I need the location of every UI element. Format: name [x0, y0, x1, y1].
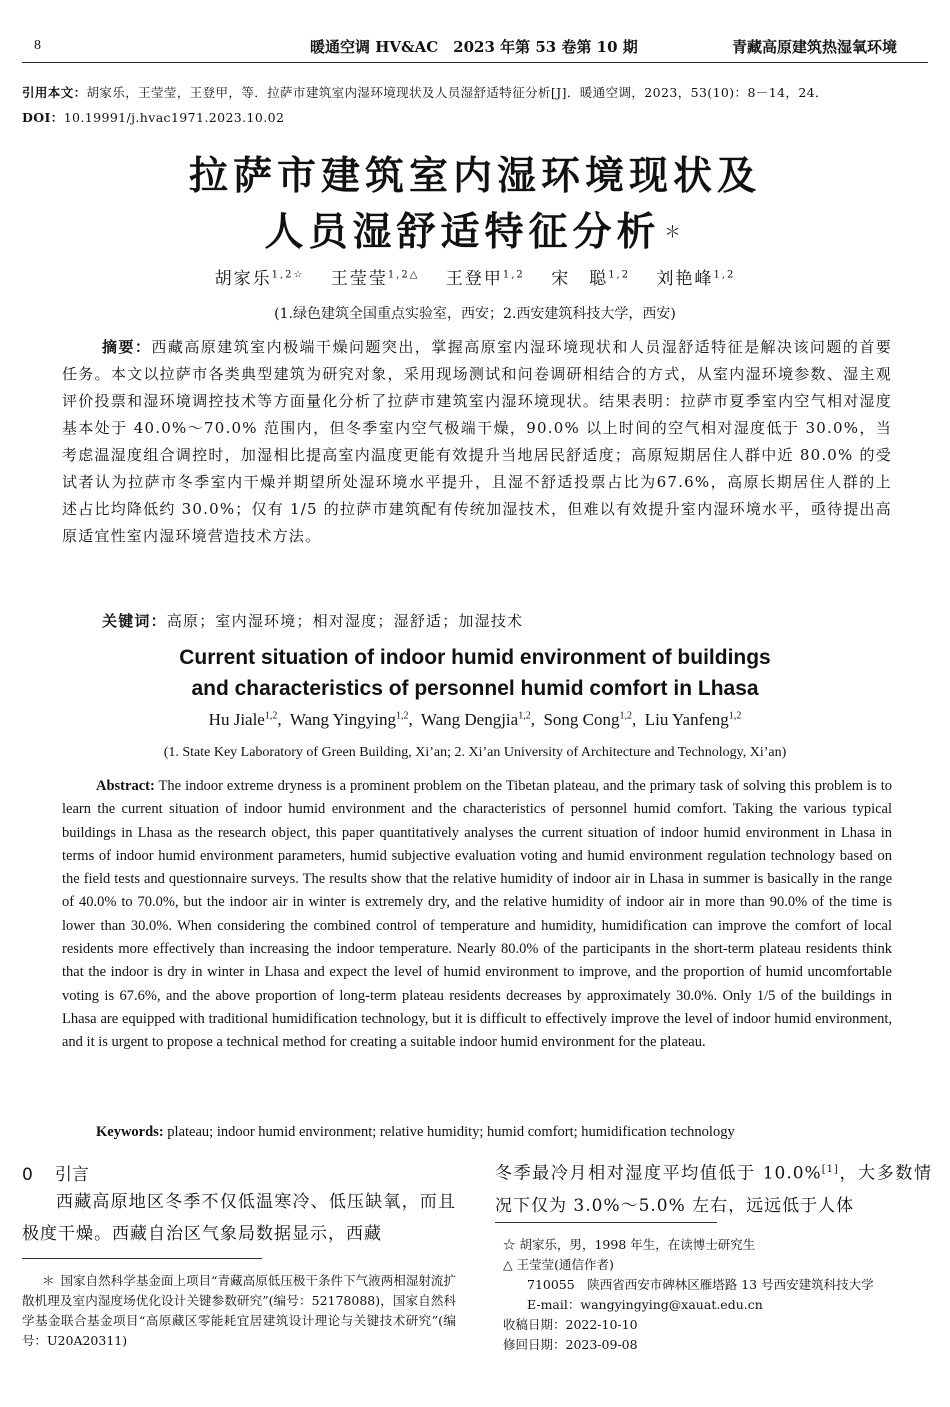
author-cn-sup: 1,2: [713, 269, 736, 281]
affiliation-cn: (1.绿色建筑全国重点实验室，西安；2.西安建筑科技大学，西安): [274, 306, 676, 322]
author-cn: 刘艳峰: [656, 269, 714, 289]
affiliation-en: (1. State Key Laboratory of Green Building, Xi’an; 2. Xi’an University of Architecture and Technology, Xi’an): [163, 745, 787, 760]
author-cn-sup: 1,2☆: [271, 269, 305, 281]
keywords-en-label: Keywords:: [96, 1124, 164, 1140]
title-en-line1: Current situation of indoor humid environment of buildings: [179, 646, 771, 669]
author-cn: 王登甲: [445, 269, 503, 289]
abstract-en-text: The indoor extreme dryness is a prominent problem on the Tibetan plateau, and the primary task of solving this problem is to learn the current situation of indoor humid environment and the characteristics of personnel humid comfort. Taking the various typical buildings in Lhasa as the research object, this paper quantitatively analyses the current situation of indoor humid environment in Lhasa in terms of indoor humid environment parameters, humid subjective evaluation voting and humid environment regulation technology based on the field tests and questionnaire surveys. The results show that the relative humidity of indoor air in Lhasa in summer is basically in the range of 40.0% to 70.0%, but the indoor air in winter is extremely dry, and the relative humidity of indoor air in more than 90.0% of the time is lower than 30.0%. When considering the combined control of temperature and humidity, humidification can improve the comfort of local residents more effectively than increasing the indoor temperature. Nearly 80.0% of the participants in the short-term plateau residents think that the indoor is dry in winter in Lhasa and expect the level of humid environment to improve, and the proportion of humid uncomfortable voting is 67.6%, and the above proportion of long-term plateau residents decreases by approximately 30.0%. Only 1/5 of the buildings in Lhasa are equipped with traditional humidification technology, but it is difficult to effectively improve the level of indoor humid environment, and it is urgent to propose a technical method for creating a suitable indoor humid environment for the plateau.: [62, 778, 892, 1051]
page-number: 8: [34, 38, 41, 53]
keywords-cn: [102, 610, 523, 631]
citation-label: 引用本文：: [22, 85, 87, 100]
body-right-text-a: 冬季最冷月相对湿度平均值低于 10.0%: [495, 1163, 822, 1184]
section-number: 0: [22, 1165, 33, 1185]
citation-text: 胡家乐，王莹莹，王登甲，等．拉萨市建筑室内湿环境现状及人员湿舒适特征分析[J]．暖通空调，2023，53(10)：8－14，24．: [86, 85, 828, 100]
author-cn: 王莹莹: [330, 269, 388, 289]
author-en-sup: 1,2: [518, 710, 531, 722]
footnote-rule-left: [22, 1258, 262, 1259]
author-email[interactable]: E-mail：wangyingying@xauat.edu.cn: [527, 1297, 763, 1312]
funding-footnote: [22, 1271, 456, 1351]
author-cn-sup: 1,2△: [387, 269, 420, 281]
column-topic: 青藏高原建筑热湿氧环境: [732, 38, 898, 56]
author-footnote: [503, 1235, 933, 1355]
keywords-cn-text: 高原；室内湿环境；相对湿度；湿舒适；加湿技术: [166, 612, 524, 630]
author-en: Song Cong: [543, 710, 620, 729]
author-note-line: ☆ 胡家乐，男，1998 年生，在读博士研究生: [503, 1237, 756, 1252]
abstract-en-label: Abstract:: [96, 778, 155, 794]
author-en: Liu Yanfeng: [644, 710, 729, 729]
funding-text: 国家自然科学基金面上项目“青藏高原低压极干条件下气液两相湿射流扩散机理及室内湿度场优化设计关键参数研究”(编号：52178088)，国家自然科学基金联合基金项目“高原藏区零能耗宜居建筑设计理论与关键技术研究”(编号：U20A20311): [22, 1273, 456, 1348]
journal-info: 暖通空调 HV&AC 2023 年第 53 卷第 10 期: [310, 38, 638, 56]
section-title: 引言: [54, 1165, 89, 1185]
title-footnote-mark: ＊: [664, 222, 686, 241]
title-cn-line1: 拉萨市建筑室内湿环境现状及: [188, 153, 761, 199]
authors-en: Hu Jiale$^{1,2}$, Wang Yingying$^{1,2}$, Wang Dengjia$^{1,2}$, Song Cong$^{1,2}$, Liu Yanfeng$^{1,2}$: [208, 710, 742, 729]
author-note-line: △ 王莹莹(通信作者): [503, 1257, 614, 1272]
doi-link[interactable]: 10.19991/j.hvac1971.2023.10.02: [63, 110, 285, 125]
doi-label: DOI：: [22, 110, 64, 125]
author-cn: 胡家乐: [214, 269, 272, 289]
authors-cn: [0, 264, 950, 289]
author-address: 710055 陕西省西安市碑林区雁塔路 13 号西安建筑科技大学: [527, 1277, 874, 1292]
abstract-cn-text: 西藏高原建筑室内极端干燥问题突出，掌握高原室内湿环境现状和人员湿舒适特征是解决该问题的首要任务。本文以拉萨市各类典型建筑为研究对象，采用现场测试和问卷调研相结合的方式，从室内湿环境参数、湿主观评价投票和湿环境调控技术等方面量化分析了拉萨市建筑室内湿环境现状。结果表明：拉萨市夏季室内空气相对湿度基本处于 40.0%～70.0% 范围内，但冬季室内空气极端干燥，90.0% 以上时间的空气相对湿度低于 30.0%，当考虑温湿度组合调控时，加湿相比提高室内温度更能有效提升当地居民舒适度；高原短期居住人群中近 80.0% 的受试者认为拉萨市冬季室内干燥并期望所处湿环境水平提升，且湿不舒适投票占比为67.6%，高原长期居住人群的上述占比均降低约 30.0%；仅有 1/5 的拉萨市建筑配有传统加湿技术，但难以有效提升室内湿环境水平，亟待提出高原适宜性室内湿环境营造技术方法。: [62, 338, 892, 545]
keywords-cn-label: 关键词：: [102, 612, 167, 630]
keywords-en: [96, 1124, 735, 1141]
reference-link[interactable]: [1]: [821, 1164, 839, 1175]
author-en-sup: 1,2: [395, 710, 409, 722]
abstract-en: [62, 775, 892, 1055]
citation-block: [22, 80, 928, 130]
title-cn-line2: [0, 206, 950, 258]
author-en: Hu Jiale: [208, 710, 265, 729]
footnote-rule-right: [495, 1222, 717, 1223]
body-right-column: [495, 1154, 932, 1222]
author-cn-sup: 1,2: [502, 269, 525, 281]
author-en: Wang Yingying: [289, 710, 396, 729]
body-right-text-b: ，大多数情况下仅为 3.0%～5.0% 左右，远远低于人体: [495, 1163, 932, 1216]
received-date: 收稿日期：2022-10-10: [503, 1317, 638, 1332]
revised-date: 修回日期：2023-09-08: [503, 1337, 638, 1352]
author-en-sup: 1,2: [728, 710, 742, 722]
author-cn-sup: 1,2: [608, 269, 631, 281]
abstract-cn-label: 摘要：: [102, 338, 152, 356]
author-en: Wang Dengjia: [420, 710, 519, 729]
author-en-sup: 1,2: [264, 710, 278, 722]
title-en-line2: and characteristics of personnel humid comfort in Lhasa: [191, 677, 759, 700]
keywords-en-text: plateau; indoor humid environment; relative humidity; humid comfort; humidification technology: [167, 1124, 735, 1140]
body-left-column: 西藏高原地区冬季不仅低温寒冷、低压缺氧，而且极度干燥。西藏自治区气象局数据显示，西藏: [22, 1192, 456, 1244]
author-en-sup: 1,2: [619, 710, 632, 722]
title-cn-line2-text: 人员湿舒适特征分析: [264, 209, 661, 255]
abstract-cn: [62, 334, 892, 550]
header-rule: [22, 62, 928, 63]
author-cn: 宋 聪: [551, 269, 609, 289]
funding-mark: ＊: [42, 1273, 55, 1288]
section-heading: [22, 1160, 89, 1185]
